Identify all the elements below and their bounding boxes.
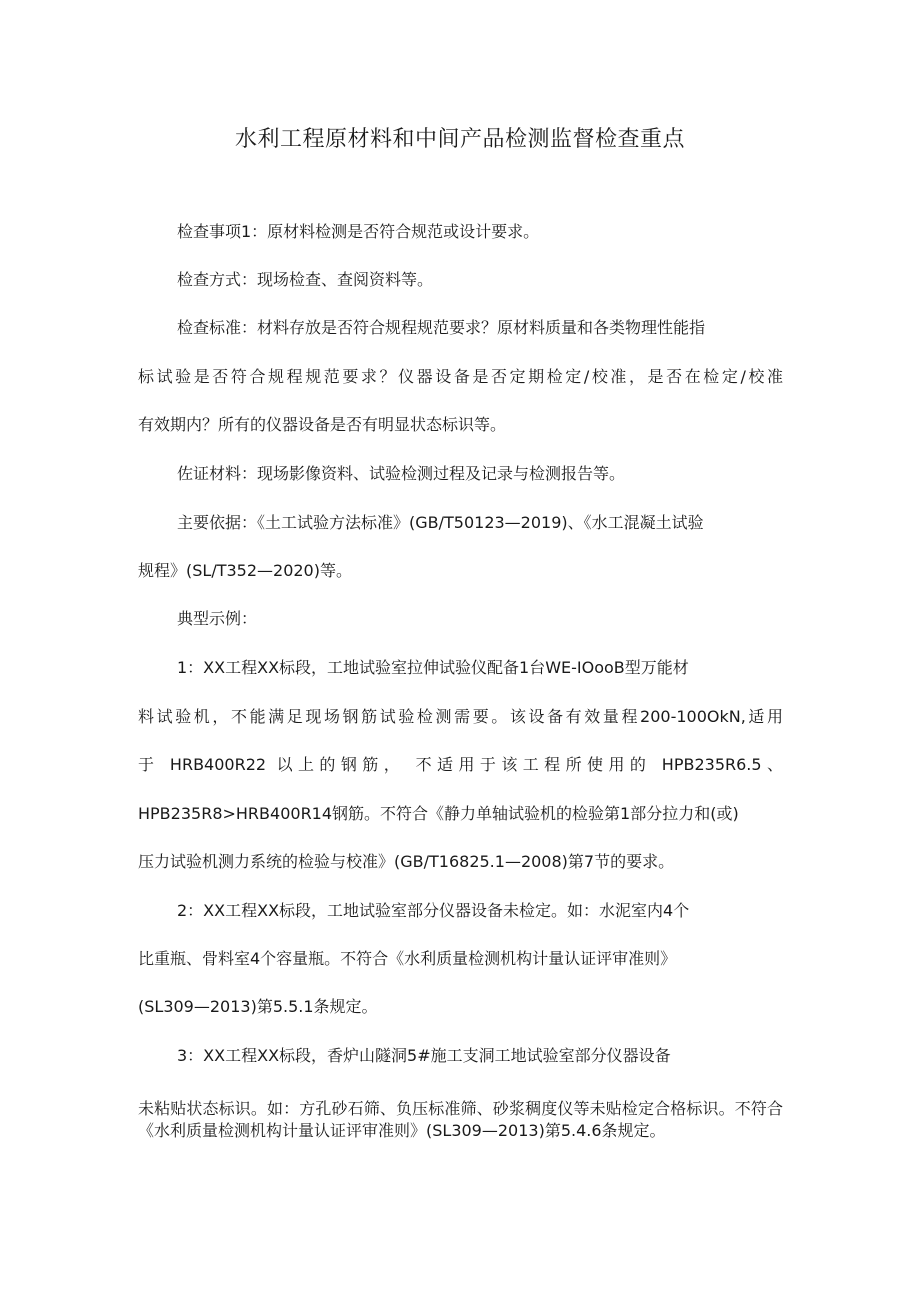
basis-line-2: 规程》(SL/T352—2020)等。 [138, 561, 352, 580]
document-title: 水利工程原材料和中间产品检测监督检查重点 [234, 127, 685, 152]
example-1-line-1: 1：XX工程XX标段，工地试验室拉伸试验仪配备1台WE-IOooB型万能材 [177, 658, 689, 677]
example-3-continuation: 未粘贴状态标识。如：方孔砂石筛、负压标准筛、砂浆稠度仪等未贴检定合格标识。不符合《水利质量检测机构计量认证评审准则》(SL309—2013)第5.4.6条规定。 [138, 1099, 783, 1140]
check-standard-line-1: 检查标准：材料存放是否符合规程规范要求？原材料质量和各类物理性能指 [177, 318, 706, 337]
example-1-line-3: 于 HRB400R22 以上的钢筋， 不适用于该工程所使用的 HPB235R6.5、 [138, 755, 783, 774]
example-1-line-2: 料试验机，不能满足现场钢筋试验检测需要。该设备有效量程200-100OkN,适用 [138, 707, 783, 726]
evidence-line: 佐证材料：现场影像资料、试验检测过程及记录与检测报告等。 [177, 464, 626, 483]
check-standard-line-3: 有效期内？所有的仪器设备是否有明显状态标识等。 [138, 415, 507, 434]
example-3-line-1: 3：XX工程XX标段，香炉山隧洞5#施工支洞工地试验室部分仪器设备 [177, 1046, 671, 1065]
example-2-line-2: 比重瓶、骨料室4个容量瓶。不符合《水利质量检测机构计量认证评审准则》 [138, 949, 677, 968]
check-method-line: 检查方式：现场检查、查阅资料等。 [177, 270, 434, 289]
basis-line-1: 主要依据：《土工试验方法标准》(GB/T50123—2019)、《水工混凝土试验 [177, 513, 704, 532]
example-1-line-4: HPB235R8>HRB400R14钢筋。不符合《静力单轴试验机的检验第1部分拉力和(或) [138, 804, 739, 823]
example-2-line-3: (SL309—2013)第5.5.1条规定。 [138, 997, 378, 1016]
examples-heading: 典型示例： [177, 609, 258, 628]
check-standard-line-2: 标试验是否符合规程规范要求？仪器设备是否定期检定/校准，是否在检定/校准 [138, 367, 783, 386]
check-item-line: 检查事项1：原材料检测是否符合规范或设计要求。 [177, 222, 540, 241]
example-2-line-1: 2：XX工程XX标段，工地试验室部分仪器设备未检定。如：水泥室内4个 [177, 901, 690, 920]
example-1-line-5: 压力试验机测力系统的检验与校准》(GB/T16825.1—2008)第7节的要求。 [138, 852, 675, 871]
